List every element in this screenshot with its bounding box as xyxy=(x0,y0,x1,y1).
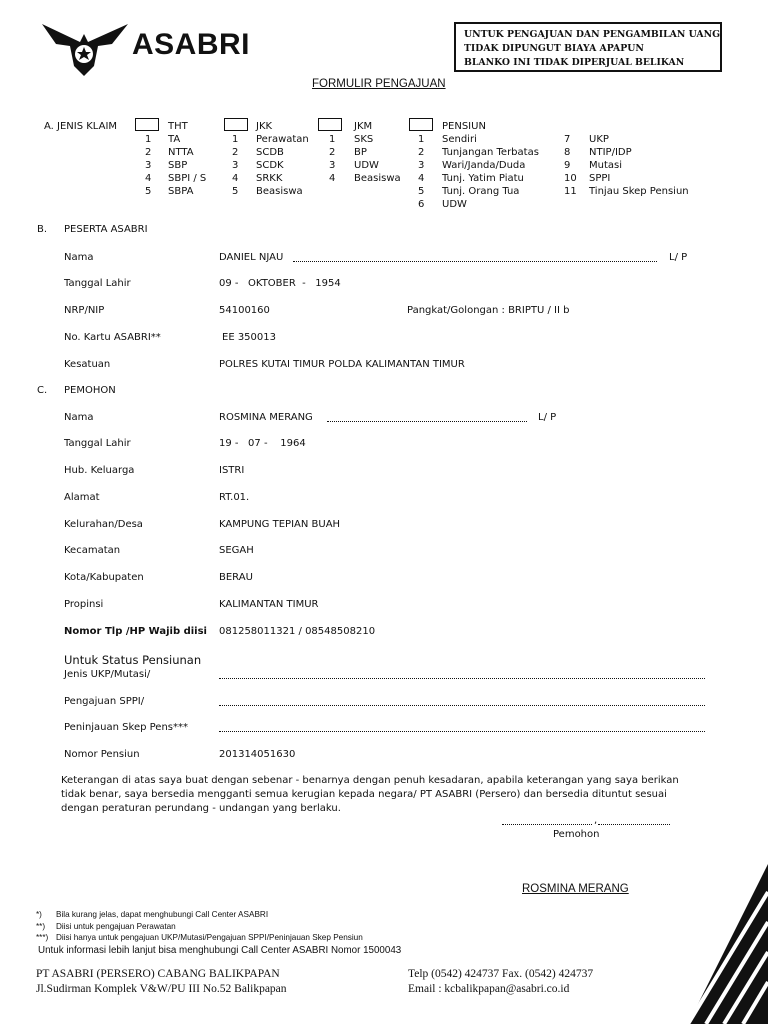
claim-option-number: 3 xyxy=(145,160,152,171)
signature-role: Pemohon xyxy=(553,829,600,840)
peserta-name-value: DANIEL NJAU xyxy=(219,252,284,263)
date-dotted-line[interactable] xyxy=(598,823,670,825)
claim-option-number: 5 xyxy=(145,186,152,197)
pemohon-gender-option: L/ P xyxy=(538,412,557,423)
claim-option-label: SBPI / S xyxy=(168,173,207,184)
claim-option-number: 8 xyxy=(564,147,571,158)
claim-group-0-heading: THT xyxy=(168,121,188,132)
claim-option-label: Mutasi xyxy=(589,160,623,171)
notice-box xyxy=(454,22,722,72)
peserta-name-label: Nama xyxy=(64,252,94,263)
pemohon-district-label: Kecamatan xyxy=(64,545,121,556)
claim-option-number: 2 xyxy=(418,147,425,158)
footnote-3-mark: ***) xyxy=(36,933,49,942)
claim-option-number: 3 xyxy=(232,160,239,171)
peserta-unit-label: Kesatuan xyxy=(64,359,111,370)
claim-option-label: UDW xyxy=(442,199,467,210)
claim-option-label: NTTA xyxy=(168,147,194,158)
pemohon-city-value: BERAU xyxy=(219,572,253,583)
statement-line-2: tidak benar, saya bersedia mengganti semua kerugian kepada negara/ PT ASABRI (Persero) dan bersedia dituntut sesuai xyxy=(61,789,667,800)
place-dotted-line[interactable] xyxy=(502,823,592,825)
claim-option-number: 1 xyxy=(329,134,336,145)
claim-option-number: 1 xyxy=(232,134,239,145)
pemohon-relation-value: ISTRI xyxy=(219,465,245,476)
claim-option-number: 6 xyxy=(418,199,425,210)
statement-line-1: Keterangan di atas saya buat dengan sebenar - benarnya dengan penuh kesadaran, apabila keterangan yang saya berikan xyxy=(61,775,679,786)
pemohon-village-value: KAMPUNG TEPIAN BUAH xyxy=(219,519,341,530)
peserta-card-label: No. Kartu ASABRI** xyxy=(64,332,161,343)
section-b-letter: B. xyxy=(37,224,48,235)
peserta-gender-option: L/ P xyxy=(669,252,688,263)
ukp-type-label: Jenis UKP/Mutasi/ xyxy=(64,669,151,680)
claim-type-label: A. JENIS KLAIM xyxy=(44,121,118,132)
pemohon-phone-label: Nomor Tlp /HP Wajib diisi xyxy=(64,626,207,637)
claim-option-number: 1 xyxy=(418,134,425,145)
claim-option-label: SBPA xyxy=(168,186,194,197)
place-comma: , xyxy=(594,815,598,826)
footnote-1-text: Bila kurang jelas, dapat menghubungi Call Center ASABRI xyxy=(56,910,269,919)
claim-option-number: 2 xyxy=(145,147,152,158)
footnote-1-mark: *) xyxy=(36,910,42,919)
claim-option-label: Tinjau Skep Pensiun xyxy=(589,186,689,197)
claim-option-number: 7 xyxy=(564,134,571,145)
sppi-dotted-line[interactable] xyxy=(219,704,705,706)
section-b-heading: PESERTA ASABRI xyxy=(64,224,148,235)
claim-option-label: Wari/Janda/Duda xyxy=(442,160,526,171)
branch-phone: Telp (0542) 424737 Fax. (0542) 424737 xyxy=(408,968,594,980)
skep-review-label: Peninjauan Skep Pens*** xyxy=(64,722,189,733)
call-center-info: Untuk informasi lebih lanjut bisa menghubungi Call Center ASABRI Nomor 1500043 xyxy=(38,945,402,956)
pemohon-village-label: Kelurahan/Desa xyxy=(64,519,143,530)
pemohon-district-value: SEGAH xyxy=(219,545,254,556)
claim-option-label: TA xyxy=(168,134,181,145)
claim-option-number: 4 xyxy=(232,173,239,184)
claim-option-label: Tunj. Yatim Piatu xyxy=(442,173,524,184)
claim-option-number: 10 xyxy=(564,173,577,184)
pemohon-dob-label: Tanggal Lahir xyxy=(64,438,131,449)
pemohon-province-label: Propinsi xyxy=(64,599,104,610)
claim-option-label: SKS xyxy=(354,134,374,145)
form-title: FORMULIR PENGAJUAN xyxy=(312,78,446,90)
claim-group-1-heading: JKK xyxy=(256,121,273,132)
claim-option-label: NTIP/IDP xyxy=(589,147,632,158)
section-c-letter: C. xyxy=(37,385,48,396)
footnote-2-mark: **) xyxy=(36,922,46,931)
peserta-card-value: EE 350013 xyxy=(222,332,276,343)
pension-number-value: 201314051630 xyxy=(219,749,296,760)
claim-option-number: 2 xyxy=(329,147,336,158)
claim-option-number: 5 xyxy=(418,186,425,197)
claim-option-label: Sendiri xyxy=(442,134,477,145)
branch-email: Email : kcbalikpapan@asabri.co.id xyxy=(408,983,570,995)
peserta-dob-value: 09 - OKTOBER - 1954 xyxy=(219,278,341,289)
pemohon-name-dotted-line xyxy=(327,420,527,422)
pemohon-province-value: KALIMANTAN TIMUR xyxy=(219,599,319,610)
claim-option-label: SRKK xyxy=(256,173,283,184)
claim-option-number: 9 xyxy=(564,160,571,171)
pemohon-city-label: Kota/Kabupaten xyxy=(64,572,144,583)
checkbox-jkk[interactable] xyxy=(224,118,248,131)
pemohon-address-label: Alamat xyxy=(64,492,100,503)
claim-option-label: Beasiswa xyxy=(354,173,401,184)
notice-line-2: TIDAK DIPUNGUT BIAYA APAPUN xyxy=(464,43,644,54)
claim-option-label: Tunjangan Terbatas xyxy=(442,147,539,158)
branch-name: PT ASABRI (PERSERO) CABANG BALIKPAPAN xyxy=(36,968,280,980)
pemohon-phone-value: 081258011321 / 08548508210 xyxy=(219,626,376,637)
claim-option-label: UKP xyxy=(589,134,609,145)
signature-name: ROSMINA MERANG xyxy=(522,883,629,895)
corner-stripes-decoration xyxy=(688,864,768,1024)
claim-option-number: 3 xyxy=(418,160,425,171)
claim-option-label: UDW xyxy=(354,160,379,171)
branch-address: Jl.Sudirman Komplek V&W/PU III No.52 Balikpapan xyxy=(36,983,287,995)
pemohon-address-value: RT.01. xyxy=(219,492,250,503)
sppi-label: Pengajuan SPPI/ xyxy=(64,696,145,707)
claim-option-number: 11 xyxy=(564,186,577,197)
claim-option-label: SBP xyxy=(168,160,188,171)
claim-option-number: 4 xyxy=(329,173,336,184)
pemohon-relation-label: Hub. Keluarga xyxy=(64,465,135,476)
peserta-nrp-value: 54100160 xyxy=(219,305,270,316)
claim-option-label: SCDB xyxy=(256,147,284,158)
claim-option-label: Beasiswa xyxy=(256,186,303,197)
claim-option-number: 5 xyxy=(232,186,239,197)
claim-group-2-heading: JKM xyxy=(354,121,373,132)
notice-line-3: BLANKO INI TIDAK DIPERJUAL BELIKAN xyxy=(464,57,685,68)
claim-option-number: 3 xyxy=(329,160,336,171)
section-c-heading: PEMOHON xyxy=(64,385,116,396)
peserta-dob-label: Tanggal Lahir xyxy=(64,278,131,289)
pemohon-dob-value: 19 - 07 - 1964 xyxy=(219,438,306,449)
claim-option-label: Perawatan xyxy=(256,134,309,145)
peserta-nrp-label: NRP/NIP xyxy=(64,305,105,316)
claim-option-label: SPPI xyxy=(589,173,611,184)
peserta-rank-value: Pangkat/Golongan : BRIPTU / II b xyxy=(407,305,570,316)
claim-option-label: BP xyxy=(354,147,367,158)
statement-line-3: dengan peraturan perundang - undangan yang berlaku. xyxy=(61,803,341,814)
asabri-logo xyxy=(40,14,275,76)
pemohon-name-label: Nama xyxy=(64,412,94,423)
claim-option-label: SCDK xyxy=(256,160,284,171)
notice-line-1: UNTUK PENGAJUAN DAN PENGAMBILAN UANG xyxy=(464,29,721,40)
claim-option-label: Tunj. Orang Tua xyxy=(442,186,520,197)
claim-option-number: 4 xyxy=(418,173,425,184)
ukp-type-dotted-line[interactable] xyxy=(219,677,705,679)
claim-option-number: 2 xyxy=(232,147,239,158)
checkbox-tht[interactable] xyxy=(135,118,159,131)
pension-number-label: Nomor Pensiun xyxy=(64,749,140,760)
checkbox-pensiun[interactable] xyxy=(409,118,433,131)
claim-option-number: 1 xyxy=(145,134,152,145)
peserta-name-dotted-line xyxy=(293,260,657,262)
footnote-3-text: Diisi hanya untuk pengajuan UKP/Mutasi/Pengajuan SPPI/Peninjauan Skep Pensiun xyxy=(56,933,363,942)
footnote-2-text: Diisi untuk pengajuan Perawatan xyxy=(56,922,176,931)
peserta-unit-value: POLRES KUTAI TIMUR POLDA KALIMANTAN TIMUR xyxy=(219,359,465,370)
claim-option-number: 4 xyxy=(145,173,152,184)
eagle-emblem-icon xyxy=(40,14,130,76)
pension-status-heading: Untuk Status Pensiunan xyxy=(64,653,202,667)
claim-group-3-heading: PENSIUN xyxy=(442,121,486,132)
pemohon-name-value: ROSMINA MERANG xyxy=(219,412,313,423)
logo-wordmark: ASABRI xyxy=(132,28,251,61)
checkbox-jkm[interactable] xyxy=(318,118,342,131)
skep-review-dotted-line[interactable] xyxy=(219,730,705,732)
